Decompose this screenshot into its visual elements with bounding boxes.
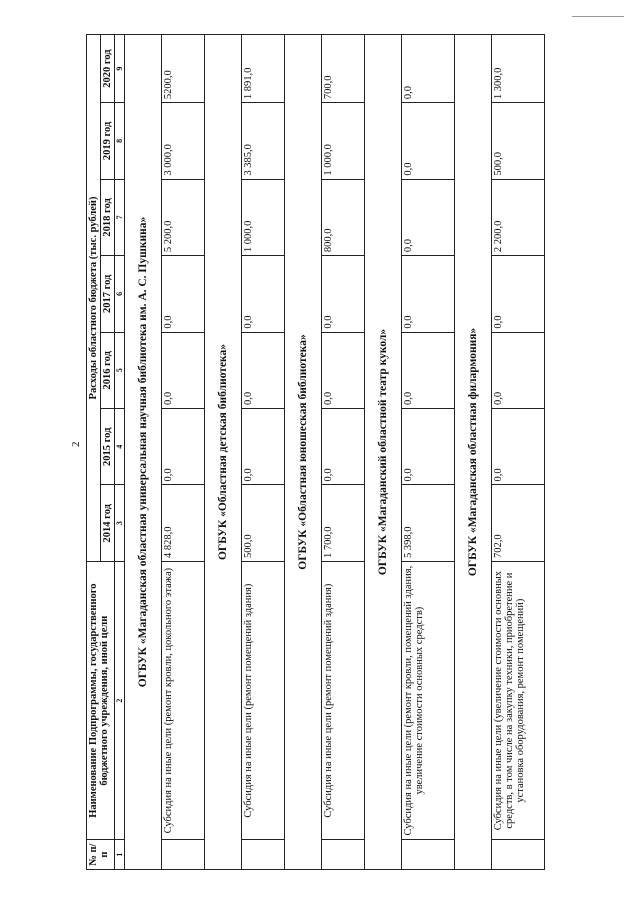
value-cell: 4 828,0	[162, 485, 205, 561]
column-number: 5	[115, 332, 125, 408]
value-cell: 700,0	[322, 35, 365, 103]
header-year: 2018 год	[101, 179, 115, 255]
header-num: № п/п	[87, 840, 115, 870]
value-cell: 3 385,0	[242, 103, 285, 179]
value-cell: 0,0	[162, 256, 205, 332]
section-title: ОГБУК «Магаданский областной театр кукол»	[365, 35, 402, 870]
column-number: 3	[115, 485, 125, 561]
value-cell: 1 000,0	[242, 179, 285, 255]
value-cell: 0,0	[402, 332, 455, 408]
value-cell: 500,0	[492, 103, 545, 179]
value-cell: 0,0	[402, 409, 455, 485]
top-rule	[572, 16, 624, 17]
header-year: 2019 год	[101, 103, 115, 179]
value-cell: 1 000,0	[322, 103, 365, 179]
value-cell: 0,0	[492, 409, 545, 485]
row-num-cell	[322, 840, 365, 870]
value-cell: 0,0	[242, 409, 285, 485]
value-cell: 0,0	[162, 409, 205, 485]
value-cell: 500,0	[242, 485, 285, 561]
value-cell: 1 891,0	[242, 35, 285, 103]
rotated-table-container	[86, 34, 640, 870]
column-number: 9	[115, 35, 125, 103]
value-cell: 0,0	[242, 332, 285, 408]
header-name: Наименование Подпрограммы, государственного бюджетного учреждения, иной цели	[87, 561, 115, 839]
row-num-cell	[242, 840, 285, 870]
header-year: 2020 год	[101, 35, 115, 103]
row-num-cell	[162, 840, 205, 870]
column-number: 1	[115, 840, 125, 870]
value-cell: 0,0	[402, 179, 455, 255]
value-cell: 0,0	[492, 332, 545, 408]
value-cell: 0,0	[402, 35, 455, 103]
value-cell: 1 700,0	[322, 485, 365, 561]
column-number: 6	[115, 256, 125, 332]
row-num-cell	[402, 840, 455, 870]
value-cell: 0,0	[322, 256, 365, 332]
row-name: Субсидия на иные цели (ремонт кровли, помещений здания, увеличение стоимости основных средств)	[402, 561, 455, 839]
row-num-cell	[492, 840, 545, 870]
section-title: ОГБУК «Областная детская библиотека»	[205, 35, 242, 870]
value-cell: 0,0	[242, 256, 285, 332]
value-cell: 0,0	[322, 332, 365, 408]
value-cell: 0,0	[322, 409, 365, 485]
value-cell: 1 300,0	[492, 35, 545, 103]
value-cell: 3 000,0	[162, 103, 205, 179]
section-title: ОГБУК «Областная юношеская библиотека»	[285, 35, 322, 870]
header-year: 2015 год	[101, 409, 115, 485]
budget-table	[86, 34, 545, 870]
section-title: ОГБУК «Магаданская областная универсальная научная библиотека им. А. С. Пушкина»	[125, 35, 162, 870]
value-cell: 5200,0	[162, 35, 205, 103]
value-cell: 2 200,0	[492, 179, 545, 255]
value-cell: 5 398,0	[402, 485, 455, 561]
header-year: 2016 год	[101, 332, 115, 408]
value-cell: 0,0	[162, 332, 205, 408]
section-title: ОГБУК «Магаданская областная филармония»	[455, 35, 492, 870]
header-budget-group: Расходы областного бюджета (тыс. рублей)	[87, 35, 101, 562]
column-number: 7	[115, 179, 125, 255]
value-cell: 5 200,0	[162, 179, 205, 255]
row-name: Субсидия на иные цели (ремонт кровли, цокольного этажа)	[162, 561, 205, 839]
value-cell: 0,0	[402, 256, 455, 332]
column-number: 8	[115, 103, 125, 179]
row-name: Субсидия на иные цели (ремонт помещений здания)	[322, 561, 365, 839]
value-cell: 800,0	[322, 179, 365, 255]
page-number: 2	[70, 441, 82, 447]
row-name: Субсидия на иные цели (ремонт помещений здания)	[242, 561, 285, 839]
value-cell: 702,0	[492, 485, 545, 561]
row-name: Субсидия на иные цели (увеличение стоимости основных средств, в том числе на закупку техники, приобретение и установка оборудования, ремонт помещений)	[492, 561, 545, 839]
header-year: 2017 год	[101, 256, 115, 332]
header-year: 2014 год	[101, 485, 115, 561]
column-number: 4	[115, 409, 125, 485]
value-cell: 0,0	[492, 256, 545, 332]
value-cell: 0,0	[402, 103, 455, 179]
column-number: 2	[115, 561, 125, 839]
